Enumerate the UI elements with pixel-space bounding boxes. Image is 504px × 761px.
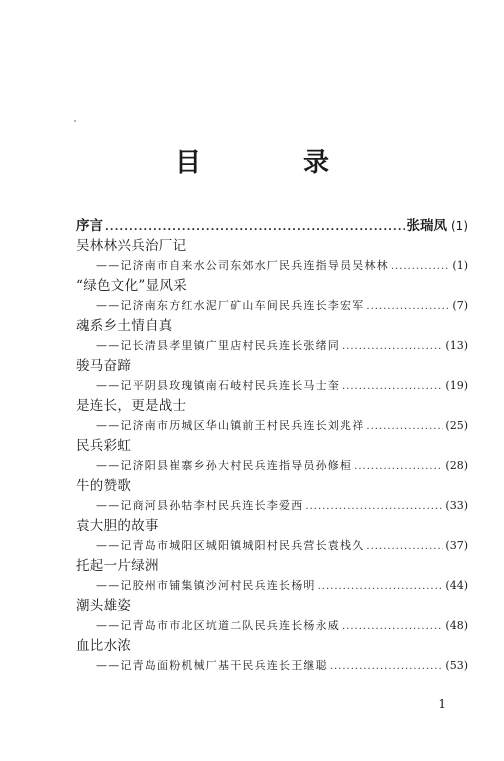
page-number: 1 [438,697,446,711]
toc-entry-title[interactable]: 魂系乡土情自真 [76,318,173,334]
entry-page-number: (37) [445,539,468,552]
dot-leader [366,296,450,317]
page-title: 目 录 [174,148,367,178]
toc-entry-subtitle[interactable] [76,496,468,516]
scan-speck [74,120,76,122]
entry-subtitle-text: ——记商河县孙牯李村民兵连长李爱西 [96,499,304,512]
preface-label: 序言 [76,218,103,234]
entry-page-number: (33) [445,499,468,512]
toc-entry-title[interactable]: 血比水浓 [76,638,132,654]
dot-leader [391,256,451,277]
toc-entry-title[interactable]: “绿色文化”显风采 [76,278,188,294]
entry-subtitle-text: ——记济阳县崔寨乡孙大村民兵连指导员孙修桓 [96,459,353,472]
entry-page-number: (7) [452,299,468,312]
dot-leader [354,456,443,477]
toc-entry-title[interactable]: 潮头雄姿 [76,598,132,614]
toc-preface[interactable] [76,216,468,236]
entry-subtitle-text: ——记青岛市城阳区城阳镇城阳村民兵营长袁栈久 [96,539,365,552]
toc-entry-title[interactable]: 托起一片绿洲 [76,558,159,574]
entry-page-number: (48) [445,619,468,632]
dot-leader [366,416,443,437]
entry-page-number: (1) [452,259,468,272]
entry-page-number: (19) [445,379,468,392]
entry-page-number: (25) [445,419,468,432]
entry-subtitle-text: ——记长清县孝里镇广里店村民兵连长张绪同 [96,339,340,352]
preface-author: 张瑞凤 [406,218,447,234]
toc-entry-subtitle[interactable] [76,536,468,556]
entry-subtitle-text: ——记青岛面粉机械厂基干民兵连长王继聪 [96,659,328,672]
entry-page-number: (13) [445,339,468,352]
dot-leader [342,616,443,637]
table-of-contents [76,216,468,676]
preface-page: (1) [451,219,468,233]
dot-leader [342,336,443,357]
dot-leader [330,656,444,677]
entry-subtitle-text: ——记青岛市市北区坑道二队民兵连长杨永威 [96,619,340,632]
toc-entry-subtitle[interactable] [76,296,468,316]
entry-page-number: (28) [445,459,468,472]
toc-entry-subtitle[interactable] [76,656,468,676]
toc-entries [76,236,468,676]
toc-entry-subtitle[interactable] [76,376,468,396]
entry-subtitle-text: ——记济南市自来水公司东郊水厂民兵连指导员吴林林 [96,259,389,272]
dot-leader [366,536,443,557]
toc-entry-title[interactable]: 民兵彩虹 [76,438,132,454]
toc-entry-title[interactable]: 吴林林兴兵治厂记 [76,238,187,254]
toc-entry-subtitle[interactable] [76,616,468,636]
dot-leader [305,496,443,517]
toc-entry-subtitle[interactable] [76,456,468,476]
toc-entry-title[interactable]: 袁大胆的故事 [76,518,159,534]
toc-entry-subtitle[interactable] [76,336,468,356]
dot-leader [105,216,405,238]
entry-subtitle-text: ——记平阴县玫瑰镇南石岐村民兵连长马士奎 [96,379,340,392]
dot-leader [318,576,444,597]
entry-page-number: (44) [445,579,468,592]
entry-page-number: (53) [445,659,468,672]
entry-subtitle-text: ——记济南市历城区华山镇前王村民兵连长刘兆祥 [96,419,365,432]
dot-leader [342,376,443,397]
toc-entry-title[interactable]: 骏马奋蹄 [76,358,132,374]
toc-entry-subtitle[interactable] [76,256,468,276]
entry-subtitle-text: ——记胶州市铺集镇沙河村民兵连长杨明 [96,579,316,592]
toc-entry-subtitle[interactable] [76,576,468,596]
toc-entry-title[interactable]: 牛的赞歌 [76,478,132,494]
toc-entry-subtitle[interactable] [76,416,468,436]
entry-subtitle-text: ——记济南东方红水泥厂矿山车间民兵连长李宏军 [96,299,365,312]
toc-entry-title[interactable]: 是连长，更是战士 [76,398,187,414]
